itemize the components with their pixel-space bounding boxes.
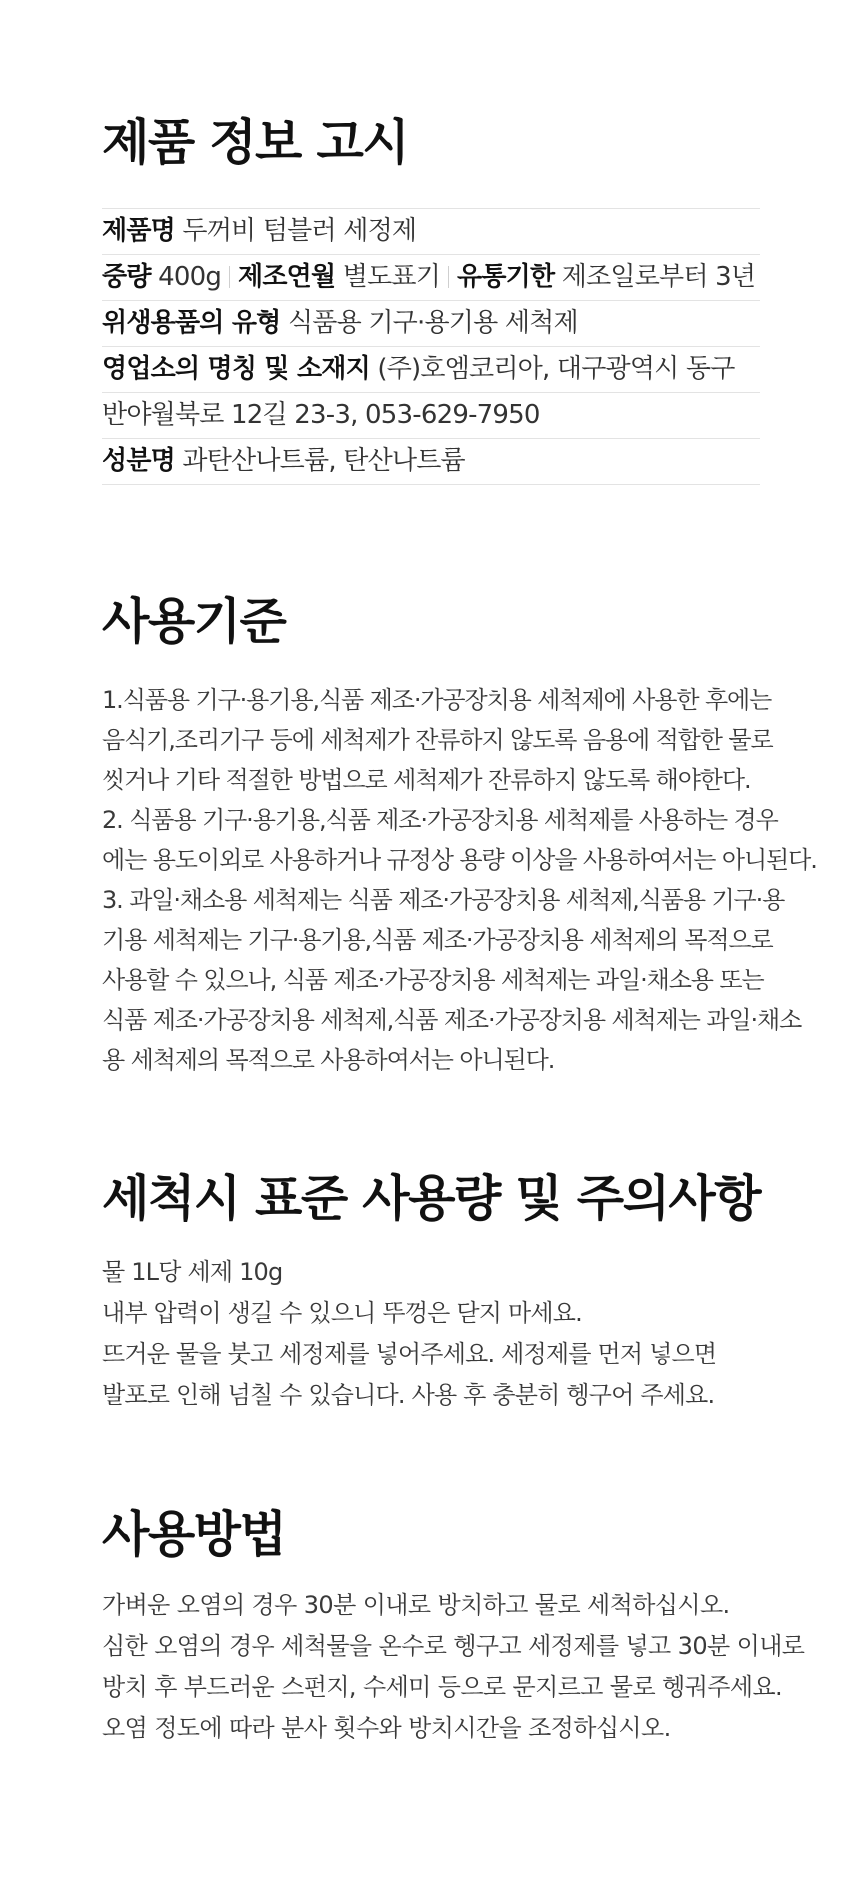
text-line: 방치 후 부드러운 스펀지, 수세미 등으로 문지르고 물로 헹궈주세요. <box>102 1673 783 1701</box>
info-value: 별도표기 <box>342 262 441 292</box>
text-line: 1.식품용 기구·용기용,식품 제조·가공장치용 세척제에 사용한 후에는 <box>102 686 772 714</box>
info-row-weight-date-expiry <box>102 254 760 300</box>
text-line: 2. 식품용 기구·용기용,식품 제조·가공장치용 세척제를 사용하는 경우 <box>102 806 778 834</box>
text-line: 음식기,조리기구 등에 세척제가 잔류하지 않도록 음용에 적합한 물로 <box>102 726 773 754</box>
info-value: 두꺼비 텀블러 세정제 <box>182 216 417 246</box>
info-label: 영업소의 명칭 및 소재지 <box>102 354 370 384</box>
text-line: 물 1L당 세제 10g <box>102 1258 283 1286</box>
text-line: 가벼운 오염의 경우 30분 이내로 방치하고 물로 세척하십시오. <box>102 1591 730 1619</box>
text-line: 기용 세척제는 기구·용기용,식품 제조·가공장치용 세척제의 목적으로 <box>102 926 773 954</box>
info-label: 위생용품의 유형 <box>102 308 281 338</box>
info-value: 과탄산나트륨, 탄산나트륨 <box>182 446 465 476</box>
text-line: 오염 정도에 따라 분사 횟수와 방치시간을 조정하십시오. <box>102 1714 671 1742</box>
info-label: 유통기한 <box>457 262 555 292</box>
divider <box>448 266 449 288</box>
how-to-use-body <box>102 1585 804 1749</box>
info-row-ingredients <box>102 438 760 485</box>
how-to-use-title: 사용방법 <box>102 1506 286 1563</box>
standard-amount-title: 세척시 표준 사용량 및 주의사항 <box>102 1170 761 1227</box>
info-value: 400g <box>158 262 222 292</box>
text-line: 사용할 수 있으나, 식품 제조·가공장치용 세척제는 과일·채소용 또는 <box>102 966 764 994</box>
text-line: 씻거나 기타 적절한 방법으로 세척제가 잔류하지 않도록 해야한다. <box>102 766 751 794</box>
info-row-address-continued <box>102 392 760 438</box>
info-row-business-address <box>102 346 760 392</box>
info-label: 제품명 <box>102 216 175 246</box>
text-line: 심한 오염의 경우 세척물을 온수로 헹구고 세정제를 넣고 30분 이내로 <box>102 1632 805 1660</box>
info-value: 반야월북로 12길 23-3, 053-629-7950 <box>102 400 540 430</box>
divider <box>229 266 230 288</box>
text-line: 뜨거운 물을 붓고 세정제를 넣어주세요. 세정제를 먼저 넣으면 <box>102 1340 717 1368</box>
text-line: 내부 압력이 생길 수 있으니 뚜껑은 닫지 마세요. <box>102 1299 582 1327</box>
info-label: 중량 <box>102 262 151 292</box>
text-line: 발포로 인해 넘칠 수 있습니다. 사용 후 충분히 헹구어 주세요. <box>102 1381 715 1409</box>
usage-standard-body <box>102 680 817 1080</box>
text-line: 3. 과일·채소용 세척제는 식품 제조·가공장치용 세척제,식품용 기구·용 <box>102 886 785 914</box>
text-line: 용 세척제의 목적으로 사용하여서는 아니된다. <box>102 1046 555 1074</box>
info-value: (주)호엠코리아, 대구광역시 동구 <box>377 354 735 384</box>
info-value: 제조일로부터 3년 <box>561 262 756 292</box>
info-label: 제조연월 <box>238 262 336 292</box>
product-info-table <box>102 208 760 485</box>
info-row-product-name <box>102 208 760 254</box>
usage-standard-title: 사용기준 <box>102 593 286 650</box>
standard-amount-body <box>102 1252 716 1416</box>
info-row-hygiene-type <box>102 300 760 346</box>
text-line: 식품 제조·가공장치용 세척제,식품 제조·가공장치용 세척제는 과일·채소 <box>102 1006 802 1034</box>
info-label: 성분명 <box>102 446 175 476</box>
info-value: 식품용 기구·용기용 세척제 <box>287 308 578 338</box>
text-line: 에는 용도이외로 사용하거나 규정상 용량 이상을 사용하여서는 아니된다. <box>102 846 817 874</box>
product-info-title: 제품 정보 고시 <box>102 114 409 171</box>
